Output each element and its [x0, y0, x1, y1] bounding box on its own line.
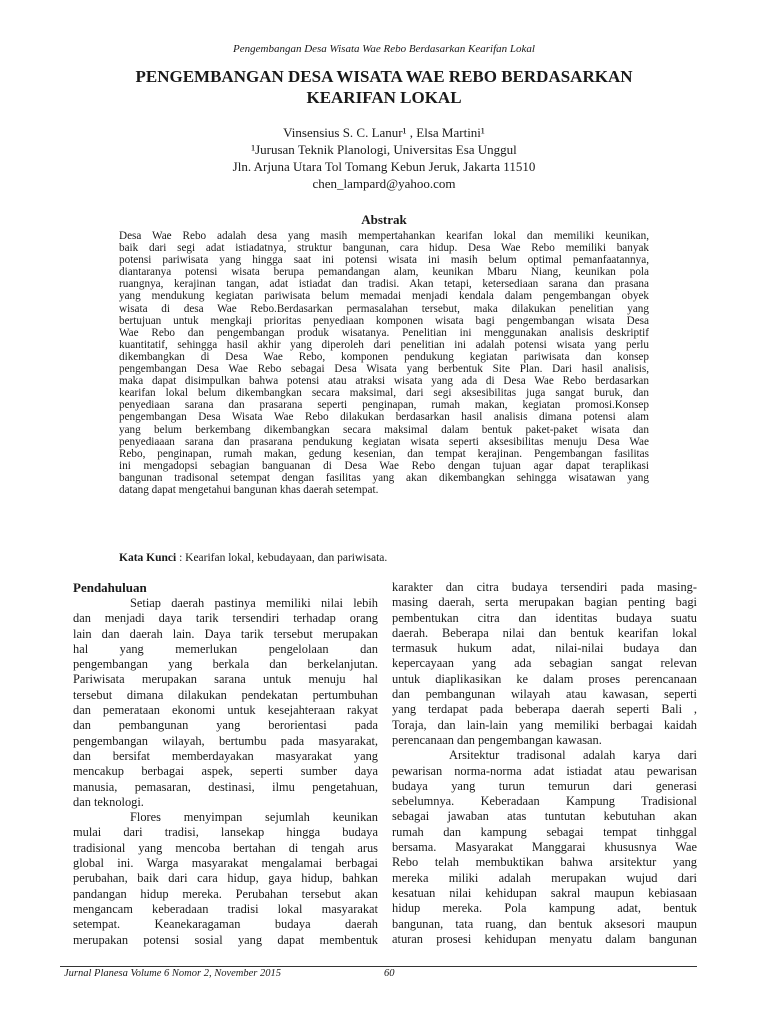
body-text-line: tersebut dimana dilakukan pendekatan pertumbuhan	[73, 687, 378, 702]
left-column	[73, 580, 378, 948]
body-text-line: budaya yang turun temurun dari generasi	[392, 778, 697, 793]
running-head: Pengembangan Desa Wisata Wae Rebo Berdasarkan Kearifan Lokal	[233, 43, 535, 55]
body-text-line: tradisional yang mencoba bertahan di tengah arus	[73, 840, 378, 855]
author-affiliation: ¹Jurusan Teknik Planologi, Universitas Esa Unggul	[251, 142, 517, 157]
section-heading: Pendahuluan	[73, 580, 147, 595]
body-text-line: masing daerah, serta merupakan bagian penting bagi	[392, 595, 697, 610]
body-text-line: bersama. Masyarakat Manggarai khususnya Wae	[392, 840, 697, 855]
body-text-line: dan teknologi.	[73, 794, 144, 809]
body-text-line: manusia, pemasaran, destinasi, ilmu pengetahuan,	[73, 779, 378, 794]
body-text-line: Setiap daerah pastinya memiliki nilai lebih	[130, 596, 378, 610]
body-text-line: pewarisan norma-norma adat istiadat atau pewarisan	[392, 763, 697, 778]
body-text-line: dan bersifat memberdayakan masyarakat yang	[73, 748, 378, 763]
abstract-line: diantaranya potensi wisata berupa pemandangan alam, keunikan Mbaru Niang, keunikan pola	[119, 266, 649, 279]
body-text-line: sebelumnya. Keberadaan Kampung Tradisional	[392, 794, 697, 809]
abstract-line: bertujuan untuk mengkaji prioritas penyediaan komponen wisata bagi pengembangan wisata Desa	[119, 314, 649, 327]
abstract-line: Desa Wae Rebo adalah desa yang masih mempertahankan kearifan lokal dan memiliki keunikan,	[119, 230, 649, 242]
abstract-line: Wae Rebo dan pengembangan produk wisatanya. Penelitian ini menggunakan analisis deskriptif	[119, 326, 649, 339]
author-email: chen_lampard@yahoo.com	[312, 176, 456, 191]
abstract-line: pengembangan Desa Wisata Wae Rebo dilakukan berdasarkan hasil analisis dimana potensi alam	[119, 411, 649, 424]
body-text-line: kepercayaan yang ada sebagian sangat relevan	[392, 656, 697, 671]
abstract-line: pengembangan Desa Wae Rebo sebagai Desa Wisata yang berbentuk Site Plan. Dari hasil analisis,	[119, 363, 649, 376]
body-text-line: Arsitektur tradisonal adalah karya dari	[449, 748, 697, 763]
body-text-line: mengancam keberadaan tradisi lokal masyarakat	[73, 901, 378, 916]
body-text-line: bangunan, tata ruang, dan bentuk aksesori maupun	[392, 916, 697, 931]
abstract-line: yang belum berkembang dikembangkan secara maksimal dalam bentuk paket-paket wisata dan	[119, 423, 649, 436]
body-text-line: perencanaan dan pengembangan kawasan.	[392, 732, 602, 747]
title-line: KEARIFAN LOKAL	[306, 88, 462, 107]
body-text-line: Flores menyimpan sejumlah keunikan	[130, 810, 378, 825]
abstract-line: maka dapat disimpulkan bahwa potensi atau atraksi wisata yang ada di Desa Wae Rebo berdasarkan	[119, 375, 649, 388]
body-text-line: yang terdapat pada beberapa daerah seperti Bali ,	[392, 702, 697, 717]
footer-journal: Jurnal Planesa Volume 6 Nomor 2, November 2015	[64, 968, 281, 979]
abstract-line: bangunan tradisonal setempat dengan fasilitas yang akan dikembangkan sehingga wisatawan yang	[119, 471, 649, 484]
body-text-line: Pariwisata merupakan sarana untuk menuju hal	[73, 672, 378, 687]
abstract-line: dikembangkan di Desa Wae Rebo, komponen pendukung kegiatan pariwisata dan konsep	[119, 350, 649, 363]
paper-title	[60, 66, 708, 108]
right-column	[392, 580, 697, 947]
body-text-line: pengembangan yang berkala dan berkelanjutan.	[73, 657, 378, 672]
abstract-heading: Abstrak	[361, 212, 407, 227]
abstract-line: wisata di desa Wae Rebo.Berdasarkan permasalahan tersebut, maka dilakukan penelitian yang	[119, 302, 649, 315]
abstract-body	[119, 230, 649, 496]
keywords	[119, 552, 649, 564]
title-line: PENGEMBANGAN DESA WISATA WAE REBO BERDASARKAN	[135, 67, 633, 86]
body-text-line: dan pembangunan wilayah atau kawasan, seperti	[392, 687, 697, 702]
body-text-line: dan pemerataan ekonomi untuk kesejahteraan rakyat	[73, 703, 378, 718]
abstract-line: penyediaan sarana dan prasarana seperti penginapan, rumah makan, kegiatan promosi.Konsep	[119, 399, 649, 412]
page-number: 60	[384, 968, 395, 979]
body-text-line: lain dan daerah lain. Daya tarik tersebut merupakan	[73, 626, 378, 641]
author-names: Vinsensius S. C. Lanur¹ , Elsa Martini¹	[283, 125, 485, 140]
abstract-line: ini mengadopsi sebagian banguanan di Desa Wae Rebo dengan tujuan agar dapat teraplikasi	[119, 459, 649, 472]
body-text-line: aturan prosesi kehidupan menyatu dalam bangunan	[392, 931, 697, 946]
body-text-line: daerah. Beberapa nilai dan bentuk kearifan lokal	[392, 625, 697, 640]
body-text-line: karakter dan citra budaya tersendiri pada masing-	[392, 580, 697, 594]
author-block	[60, 124, 708, 192]
abstract-line: kearifan lokal belum dikembangkan secara maksimal, dari segi aksesibilitas juga sangat buruk, dan	[119, 387, 649, 400]
body-text-line: global ini. Warga masyarakat mengalamai berbagai	[73, 856, 378, 871]
body-text-line: setempat. Keanekaragaman budaya daerah	[73, 917, 378, 932]
body-text-line: sebagai jawaban atas tuntutan kebutuhan akan	[392, 809, 697, 824]
body-text-line: hal yang memerlukan pengelolaan dan	[73, 641, 378, 656]
body-text-line: pembentukan citra dan identitas budaya suatu	[392, 610, 697, 625]
keywords-text: : Kearifan lokal, kebudayaan, dan pariwisata.	[176, 552, 388, 564]
body-text-line: dan pembangunan yang berorientasi pada	[73, 718, 378, 733]
abstract-line: potensi pariwisata yang hingga saat ini potensi wisata ini masih belum optimal pemanfaatannya,	[119, 254, 649, 267]
body-text-line: rumah dan kampung sebagai tempat tinhggal	[392, 824, 697, 839]
abstract-line: penyediaaan sarana dan prasarana pendukung kegiatan wisata seperti aksesibilitas menuju Desa Wae	[119, 435, 649, 448]
body-text-line: pengembangan wilayah, bertumbu pada masyarakat,	[73, 733, 378, 748]
body-text-line: hidup mereka. Pola kampung adat, bentuk	[392, 901, 697, 916]
body-text-line: Toraja, dan lain-lain yang memiliki berbagai kaidah	[392, 717, 697, 732]
body-text-line: termasuk hukum adat, nilai-nilai budaya dan	[392, 641, 697, 656]
abstract-line: kuantitatif, sehingga hasil akhir yang diperoleh dari penelitian ini adalah potensi wisata yang perlu	[119, 338, 649, 351]
abstract-line: ruangnya, kerajinan tangan, adat istiadat dan tradisi. Akan tetapi, ketersediaan sarana dan prasana	[119, 278, 649, 291]
body-text-line: merupakan potensi sosial yang dapat membentuk	[73, 932, 378, 947]
body-text-line: kesatuan nilai kehidupan sakral maupun kebiasaan	[392, 885, 697, 900]
body-text-line: untuk diaplikasikan ke dalam proses perencanaan	[392, 671, 697, 686]
body-text-line: perubahan, baik dari cara hidup, gaya hidup, bahkan	[73, 871, 378, 886]
footer-divider	[60, 966, 697, 967]
body-text-line: dan menjadi daya tarik tersendiri terhadap orang	[73, 611, 378, 626]
author-address: Jln. Arjuna Utara Tol Tomang Kebun Jeruk, Jakarta 11510	[232, 159, 536, 174]
body-text-line: mereka miliki adalah merupakan wujud dari	[392, 870, 697, 885]
body-text-line: mulai dari tradisi, lansekap hingga budaya	[73, 825, 378, 840]
body-text-line: pandangan hidup mereka. Perubahan tersebut akan	[73, 886, 378, 901]
abstract-line: baik dari segi adat istiadatnya, struktur bangunan, cara hidup. Desa Wae Rebo memiliki banyak	[119, 242, 649, 255]
abstract-line: datang dapat mengetahui bangunan khas daerah setempat.	[119, 483, 379, 496]
body-text-line: Rebo telah membuktikan bahwa arsitektur yang	[392, 855, 697, 870]
keywords-label: Kata Kunci	[119, 552, 177, 564]
abstract-line: yang mendukung kegiatan pariwisata belum memadai menjadi kendala dalam pengembangan obyek	[119, 290, 649, 303]
abstract-line: Rebo, penginapan, rumah makan, gedung kesenian, dan tempat kerajinan. Pengembangan fasilitas	[119, 447, 649, 460]
body-text-line: mencakup berbagai aspek, seperti sumber daya	[73, 764, 378, 779]
